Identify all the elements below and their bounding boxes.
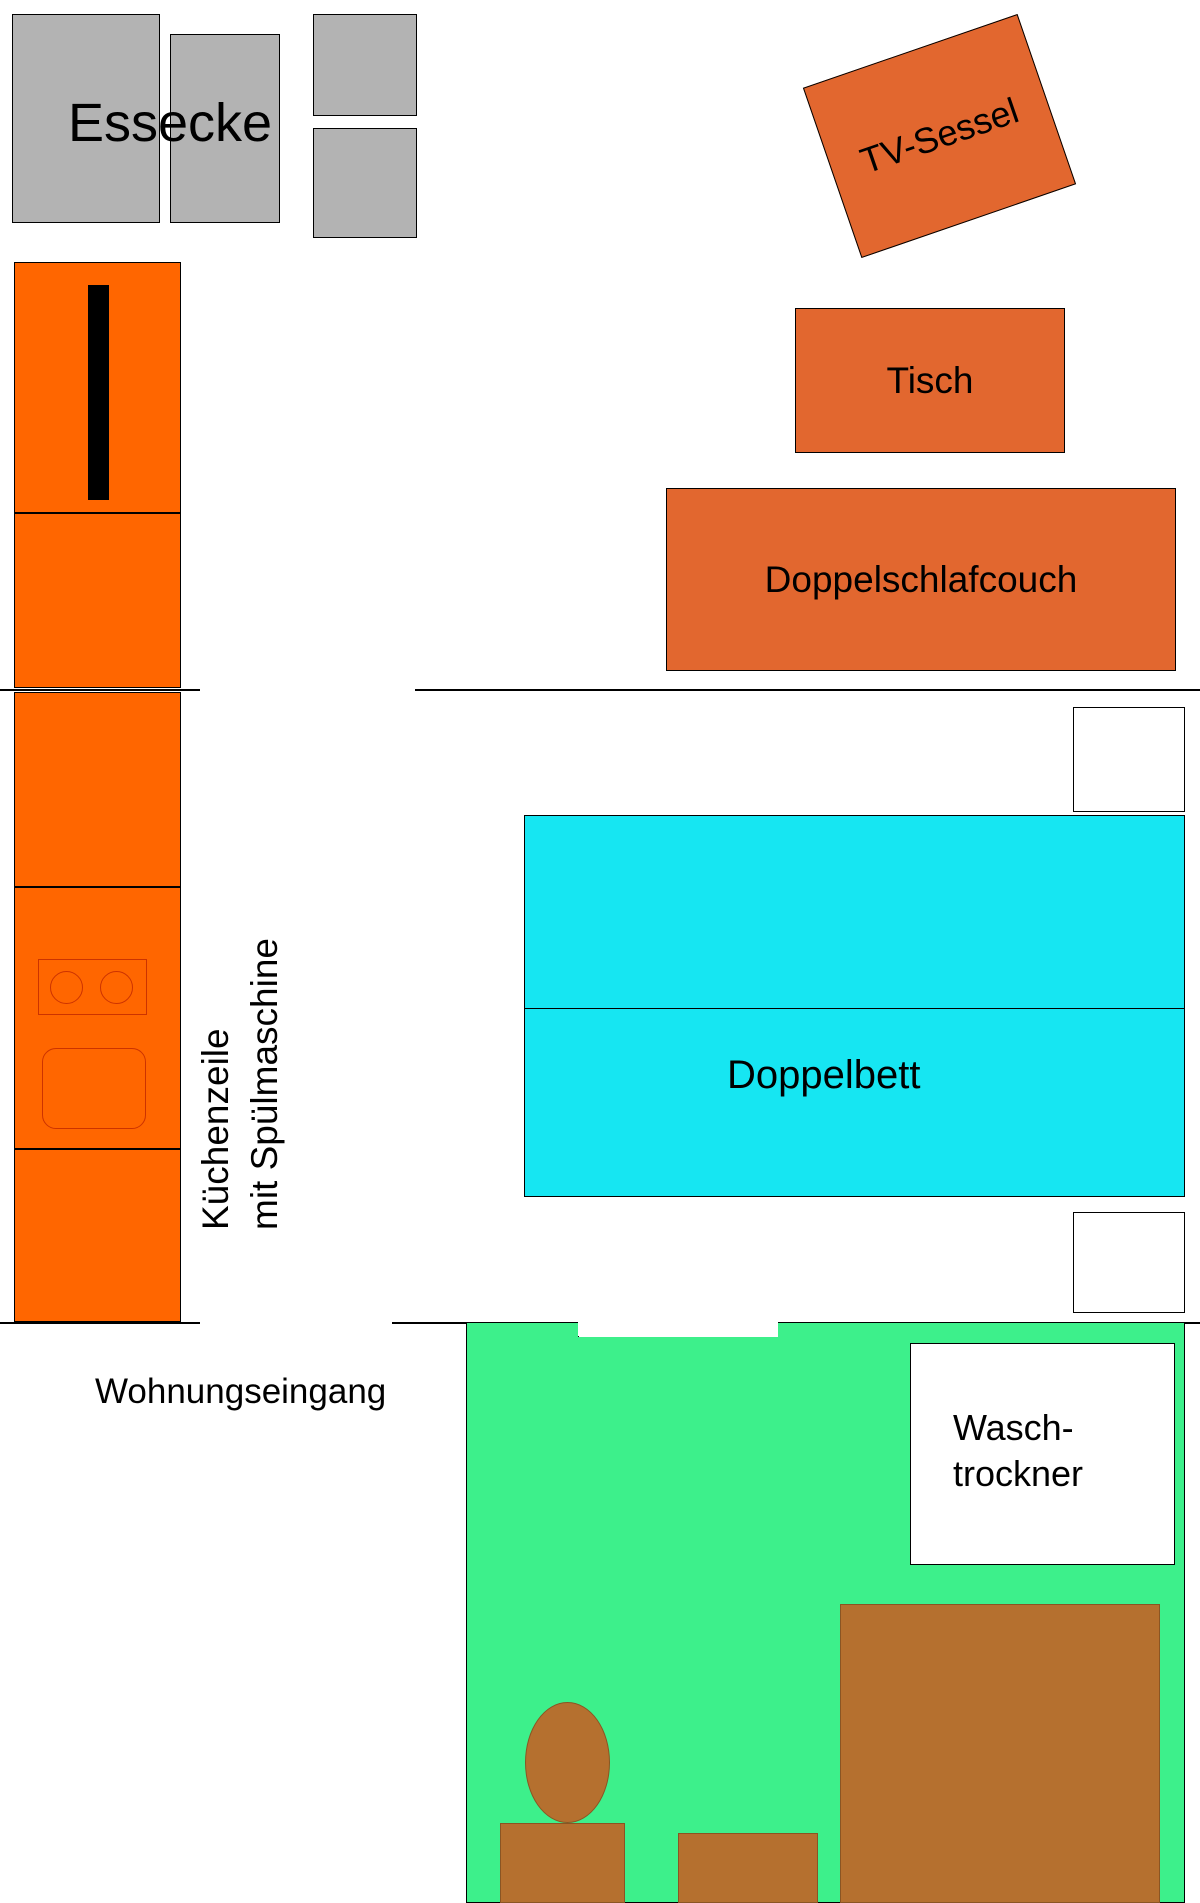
essecke-label: Essecke [68, 93, 273, 153]
wohnungseingang-label: Wohnungseingang [95, 1372, 387, 1411]
kuechenzeile-label-line2: mit Spülmaschine [244, 937, 285, 1230]
sink-basin [525, 1702, 610, 1823]
toilet [678, 1833, 818, 1903]
essecke-chair-bottom [313, 128, 417, 238]
bathroom-door-gap-line-left [578, 1336, 579, 1337]
tisch-label: Tisch [886, 359, 974, 401]
nightstand-top [1073, 707, 1185, 812]
doppelbett-label: Doppelbett [727, 1053, 921, 1097]
kuechenzeile-label-line1: Küchenzeile [195, 1028, 236, 1230]
doppelschlafcouch-label: Doppelschlafcouch [764, 558, 1078, 600]
essecke-chair-top [313, 14, 417, 116]
doppelschlafcouch [666, 488, 1176, 671]
bed-divider [525, 1008, 1184, 1009]
tv-sessel [803, 14, 1076, 258]
wall-horizontal-upper-right [415, 689, 1200, 691]
kuechenzeile-freezer [14, 513, 181, 688]
wall-horizontal-upper-left [0, 689, 200, 691]
waschtrockner-label-line1: Wasch- [953, 1407, 1074, 1448]
doppelbett [524, 815, 1185, 1197]
kuechenzeile-dishwasher [14, 1149, 181, 1322]
bathroom-door-gap [578, 1322, 778, 1337]
shower-cabin [840, 1604, 1160, 1903]
wall-horizontal-lower-left [0, 1322, 200, 1324]
fridge-handle-icon [88, 285, 109, 500]
waschtrockner-label-line2: trockner [953, 1453, 1084, 1494]
waschtrockner [910, 1343, 1175, 1565]
kitchen-sink-icon [42, 1048, 146, 1129]
hob-burner-right-icon [100, 971, 133, 1004]
kuechenzeile-cabinet-upper [14, 692, 181, 887]
sink-pedestal [500, 1823, 625, 1903]
tisch [795, 308, 1065, 453]
tv-sessel-label: TV-Sessel [855, 89, 1024, 182]
hob-burner-left-icon [50, 971, 83, 1004]
nightstand-bottom [1073, 1212, 1185, 1313]
